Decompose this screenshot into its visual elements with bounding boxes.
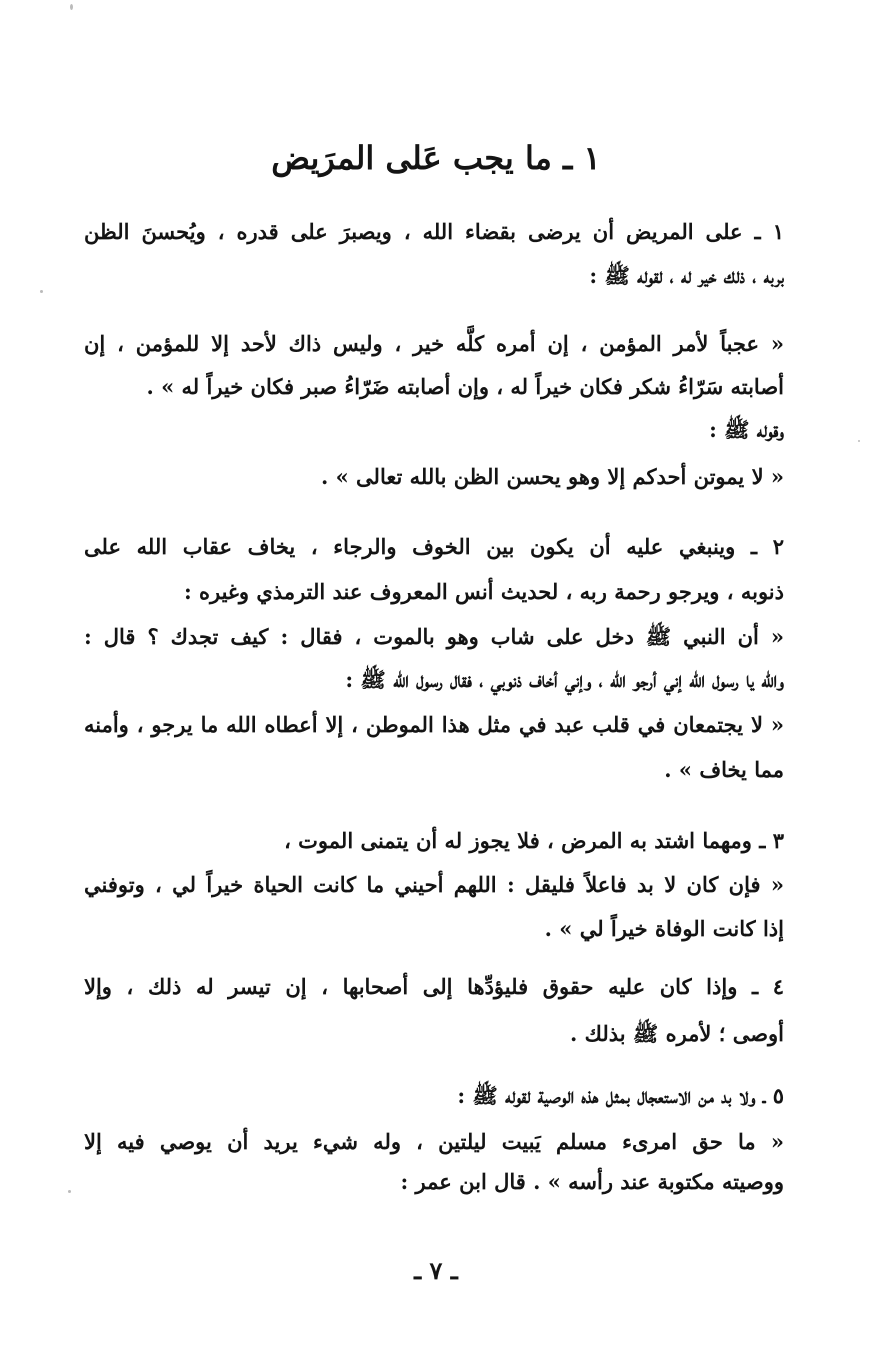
text-line: ووصيته مكتوبة عند رأسه » . قال ابن عمر : xyxy=(400,1169,784,1194)
text-line: إذا كانت الوفاة خيراً لي » . xyxy=(544,916,784,941)
scan-speck xyxy=(858,440,860,442)
page-number: ـ ٧ ـ xyxy=(414,1256,458,1285)
text-line: ١ ـ على المريض أن يرضى بقضاء الله ، ويصبرَ على قدره ، ويُحسنَ الظن xyxy=(84,219,784,244)
scan-speck xyxy=(70,4,73,10)
text-line: ٥ ـ ولا بد من الاستعجال بمثل هذه الوصية لقوله ﷺ : xyxy=(457,1083,784,1108)
text-line: « لا يموتن أحدكم إلا وهو يحسن الظن بالله تعالى » . xyxy=(320,464,784,489)
text-line: بربه ، ذلك خير له ، لقوله ﷺ : xyxy=(589,263,784,288)
chapter-title: ١ ـ ما يجب عَلى المرَيض xyxy=(271,139,601,177)
scan-speck xyxy=(40,290,43,293)
text-line: أوصى ؛ لأمره ﷺ بذلك . xyxy=(570,1021,784,1046)
text-line: ٤ ـ وإذا كان عليه حقوق فليؤدِّها إلى أصحابها ، إن تيسر له ذلك ، وإلا xyxy=(84,974,784,999)
text-line: « لا يجتمعان في قلب عبد في مثل هذا الموطن ، إلا أعطاه الله ما يرجو ، وأمنه xyxy=(84,712,784,737)
text-line: « فإن كان لا بد فاعلاً فليقل : اللهم أحيني ما كانت الحياة خيراً لي ، وتوفني xyxy=(84,872,784,897)
text-line: « أن النبي ﷺ دخل على شاب وهو بالموت ، فقال : كيف تجدك ؟ قال : xyxy=(84,624,784,649)
text-line: والله يا رسول الله إني أرجو الله ، وإني أخاف ذنوبي ، فقال رسول الله ﷺ : xyxy=(345,667,784,692)
text-line: ٣ ـ ومهما اشتد به المرض ، فلا يجوز له أن يتمنى الموت ، xyxy=(284,828,784,853)
scan-speck xyxy=(68,1190,71,1193)
text-line: « عجباً لأمر المؤمن ، إن أمره كلَّه خير ، وليس ذاك لأحد إلا للمؤمن ، إن xyxy=(84,331,784,356)
text-line: أصابته سَرّاءُ شكر فكان خيراً له ، وإن أصابته ضَرّاءُ صبر فكان خيراً له » . xyxy=(146,374,784,399)
text-line: « ما حق امرىء مسلم يَبيت ليلتين ، وله شيء يريد أن يوصي فيه إلا xyxy=(84,1129,784,1154)
text-line: مما يخاف » . xyxy=(664,757,784,782)
text-line: ٢ ـ وينبغي عليه أن يكون بين الخوف والرجاء ، يخاف عقاب الله على xyxy=(84,534,784,559)
text-line: وقوله ﷺ : xyxy=(709,417,784,442)
text-line: ذنوبه ، ويرجو رحمة ربه ، لحديث أنس المعروف عند الترمذي وغيره : xyxy=(183,579,784,604)
